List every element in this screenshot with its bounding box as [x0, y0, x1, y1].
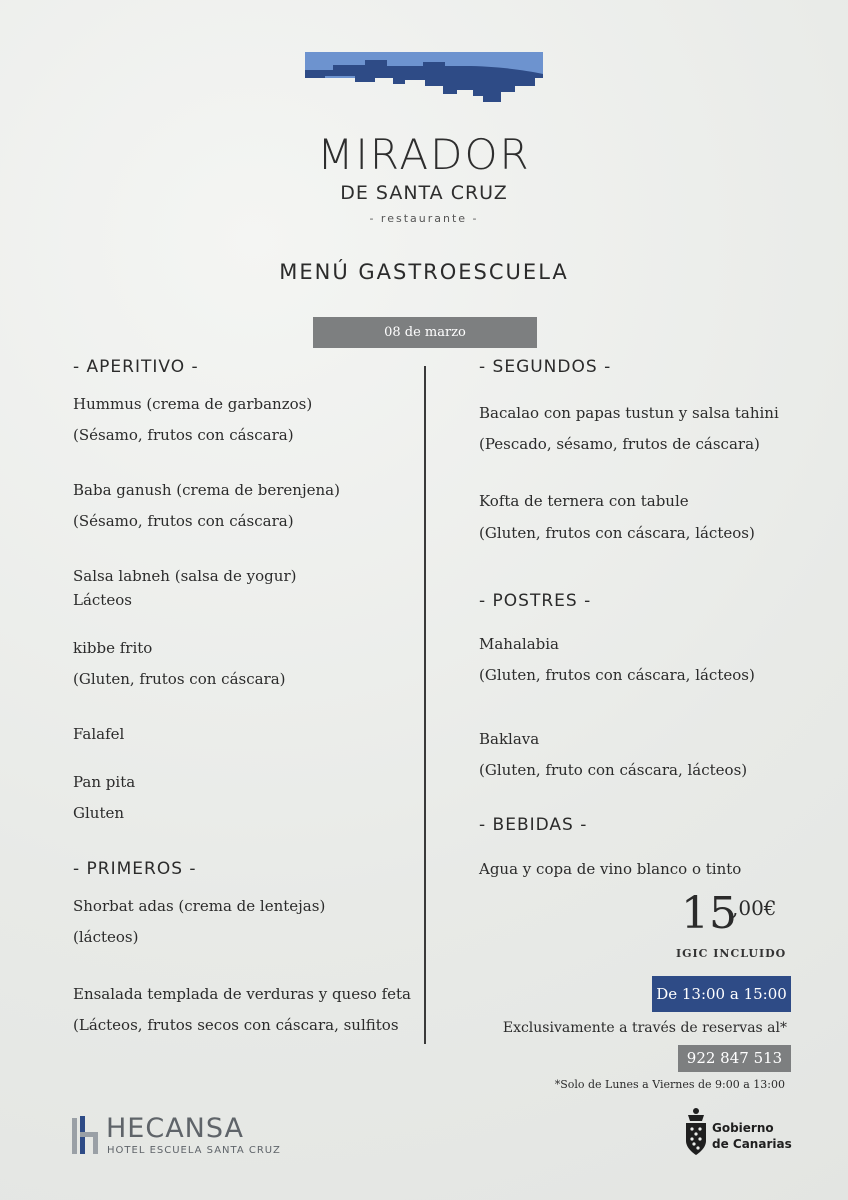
date-badge: 08 de marzo: [313, 317, 537, 348]
hours-badge: De 13:00 a 15:00: [652, 976, 791, 1012]
menu-item-name: Kofta de ternera con tabule: [479, 492, 689, 510]
reservation-text: Exclusivamente a través de reservas al*: [502, 1020, 787, 1036]
brand-name: MIRADOR: [317, 130, 531, 179]
brand-subtitle: DE SANTA CRUZ: [340, 182, 508, 204]
column-divider: [424, 366, 426, 1044]
section-segundos-heading: - SEGUNDOS -: [479, 357, 612, 377]
section-bebidas-heading: - BEBIDAS -: [479, 815, 588, 835]
price-note: IGIC INCLUIDO: [676, 947, 787, 960]
menu-item-name: kibbe frito: [73, 639, 153, 657]
menu-item-allergens: (Pescado, sésamo, frutos de cáscara): [479, 435, 760, 453]
menu-item-name: Mahalabia: [479, 635, 559, 653]
menu-item-name: Pan pita: [73, 773, 136, 791]
menu-item-allergens: Lácteos: [73, 591, 132, 609]
menu-item-name: Baba ganush (crema de berenjena): [73, 481, 340, 499]
menu-item-allergens: (Gluten, frutos con cáscara, lácteos): [479, 666, 755, 684]
menu-item-allergens: (Sésamo, frutos con cáscara): [73, 426, 294, 444]
section-postres-heading: - POSTRES -: [479, 591, 592, 611]
menu-item-name: Falafel: [73, 725, 125, 743]
menu-item-name: Baklava: [479, 730, 540, 748]
menu-item-allergens: (Gluten, frutos con cáscara): [73, 670, 286, 688]
brand-tagline: - restaurante -: [369, 212, 479, 225]
menu-item-name: Hummus (crema de garbanzos): [73, 395, 313, 413]
section-primeros-heading: - PRIMEROS -: [73, 859, 197, 879]
menu-item-name: Agua y copa de vino blanco o tinto: [479, 860, 742, 878]
menu-item-name: Shorbat adas (crema de lentejas): [73, 897, 326, 915]
phone-badge: 922 847 513: [678, 1045, 791, 1072]
schedule-note: *Solo de Lunes a Viernes de 9:00 a 13:00: [554, 1078, 785, 1091]
gobierno-name-line2: de Canarias: [712, 1137, 792, 1151]
gobierno-crest-icon: [683, 1107, 709, 1157]
hecansa-name: HECANSA: [106, 1113, 244, 1144]
menu-item-allergens: Gluten: [73, 804, 125, 822]
price-main: 15: [681, 888, 737, 939]
menu-item-name: Ensalada templada de verduras y queso feta: [73, 985, 411, 1003]
menu-item-name: Bacalao con papas tustun y salsa tahini: [479, 404, 779, 422]
menu-item-allergens: (Gluten, fruto con cáscara, lácteos): [479, 761, 748, 779]
section-aperitivo-heading: - APERITIVO -: [73, 357, 199, 377]
gobierno-name-line1: Gobierno: [712, 1121, 774, 1135]
menu-title: MENÚ GASTROESCUELA: [279, 260, 569, 284]
hecansa-subtitle: HOTEL ESCUELA SANTA CRUZ: [107, 1145, 281, 1156]
menu-item-allergens: (lácteos): [73, 928, 139, 946]
menu-item-allergens: (Sésamo, frutos con cáscara): [73, 512, 294, 530]
menu-item-allergens: (Lácteos, frutos secos con cáscara, sulfitos: [73, 1016, 399, 1034]
price-decimal: ,00€: [732, 896, 777, 920]
menu-item-allergens: (Gluten, frutos con cáscara, lácteos): [479, 524, 755, 542]
mirador-logo-icon: [305, 50, 543, 104]
menu-item-name: Salsa labneh (salsa de yogur): [73, 567, 297, 585]
hecansa-logo-icon: [72, 1116, 102, 1156]
